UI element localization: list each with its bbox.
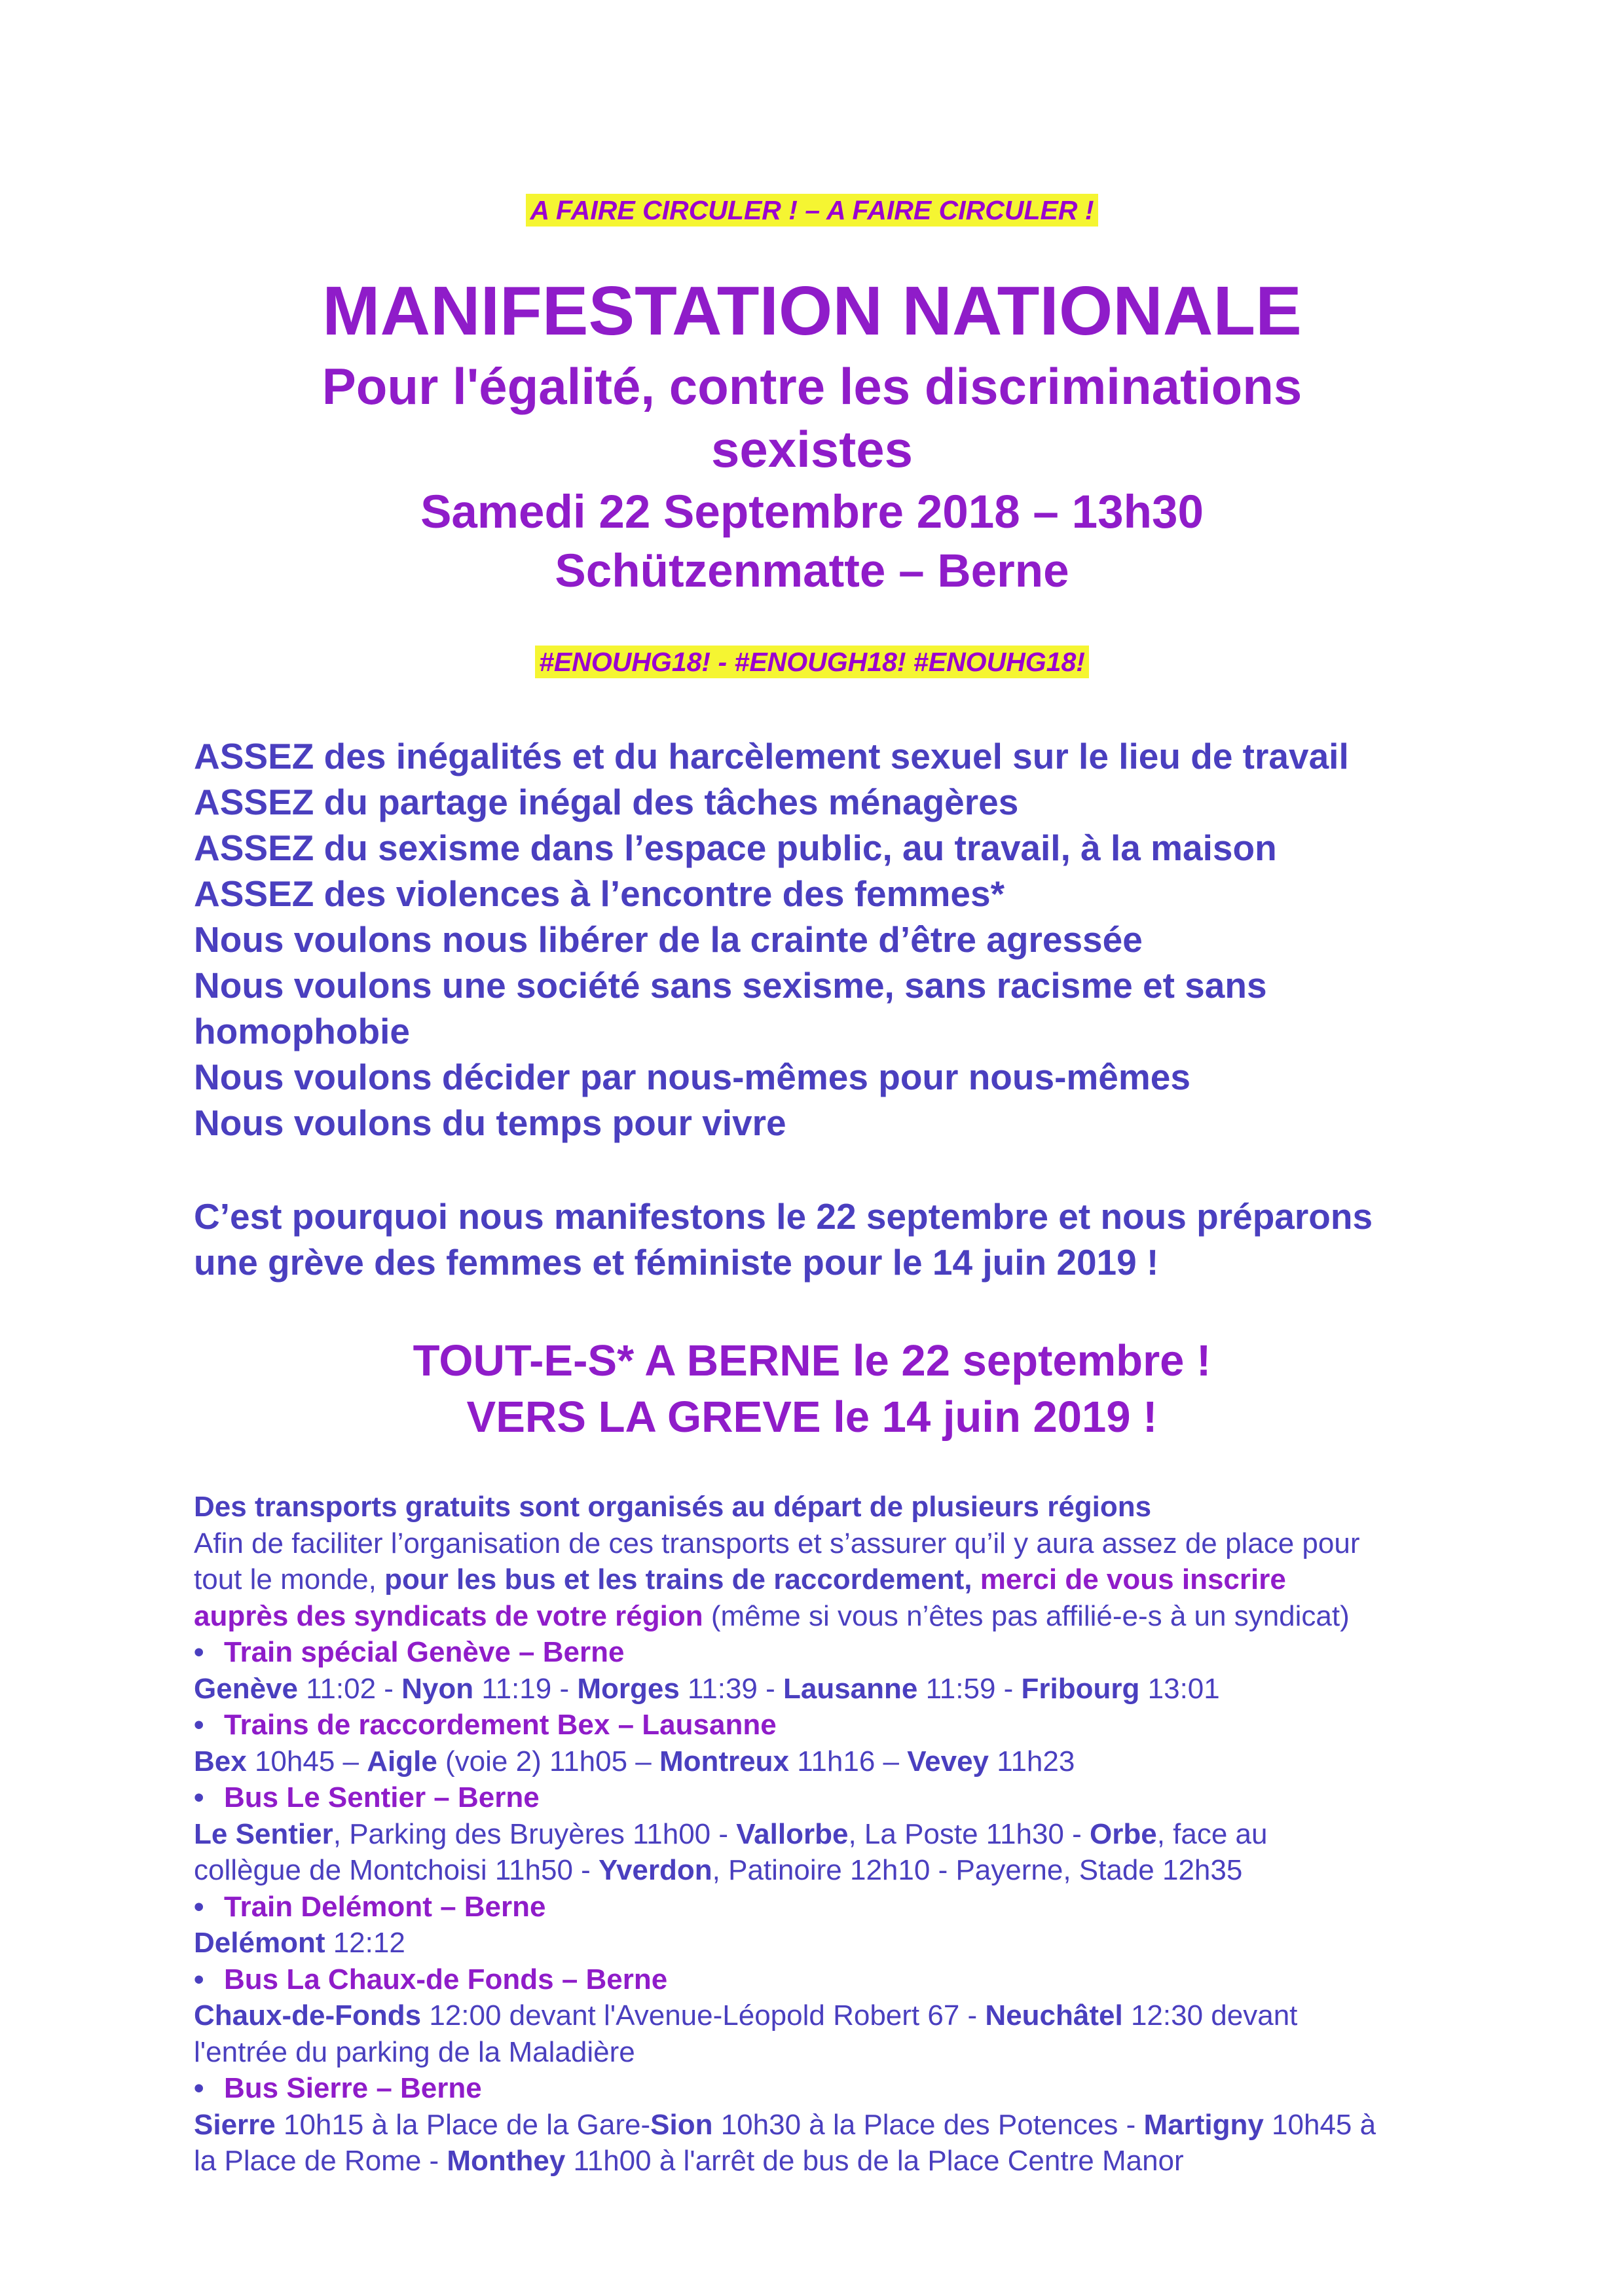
stop-name: Delémont [194, 1927, 325, 1959]
route-stops [194, 1671, 1477, 1707]
stop-detail: 11:39 - [679, 1672, 783, 1705]
route-stops [194, 1852, 1477, 1889]
stop-name: Morges [577, 1672, 680, 1705]
transport-heading: Des transports gratuits sont organisés au départ de plusieurs régions [194, 1491, 1152, 1523]
demand-line: Nous voulons une société sans sexisme, sans racisme et sans [194, 965, 1267, 1006]
route-title-text: Trains de raccordement Bex – Lausanne [224, 1709, 777, 1741]
stop-detail: , Patinoire 12h10 - Payerne, Stade 12h35 [712, 1854, 1243, 1886]
stop-name: Le Sentier [194, 1817, 333, 1850]
route-title-text: Bus La Chaux-de Fonds – Berne [224, 1963, 668, 1995]
transport-section [194, 1489, 1477, 2179]
demand-line: Nous voulons décider par nous-mêmes pour nous-mêmes [194, 1057, 1190, 1097]
call-line-2: VERS LA GREVE le 14 juin 2019 ! [466, 1393, 1158, 1442]
route-stops [194, 1743, 1477, 1780]
stop-name: Orbe [1090, 1817, 1157, 1850]
demand-line: Nous voulons nous libérer de la crainte d’être agressée [194, 919, 1143, 960]
intro-register-note: merci de vous inscrire [972, 1563, 1286, 1595]
stop-name: Chaux-de-Fonds [194, 1999, 422, 2032]
intro-text: tout le monde, [194, 1563, 385, 1595]
call-line-1: TOUT-E-S* A BERNE le 22 septembre ! [413, 1336, 1211, 1385]
bullet-icon: • [194, 1963, 204, 1995]
stop-name: Sierre [194, 2108, 276, 2141]
stop-name: Fribourg [1021, 1672, 1140, 1705]
route-stops [194, 1925, 1477, 1961]
bullet-icon: • [194, 1636, 204, 1668]
stop-name: Aigle [367, 1745, 437, 1777]
route-title [194, 1707, 1477, 1743]
bullet-icon: • [194, 2072, 204, 2104]
transport-intro-line-2 [194, 1561, 1477, 1598]
subtitle-line-1: Pour l'égalité, contre les discriminations [322, 357, 1302, 415]
stop-detail: 10h45 – [246, 1745, 367, 1777]
stop-detail: 12:12 [325, 1927, 405, 1959]
route-title-text: Train spécial Genève – Berne [224, 1636, 625, 1668]
demand-line: Nous voulons du temps pour vivre [194, 1102, 786, 1143]
intro-text: (même si vous n’êtes pas affilié-e-s à un syndicat) [703, 1599, 1350, 1632]
stop-detail: 11h00 à l'arrêt de bus de la Place Centre Manor [565, 2145, 1184, 2177]
demand-line: homophobie [194, 1011, 410, 1051]
stop-name: Nyon [401, 1672, 474, 1705]
banner-text: A FAIRE CIRCULER ! – A FAIRE CIRCULER ! [526, 194, 1098, 227]
bullet-icon: • [194, 1781, 204, 1813]
stop-name: Montreux [659, 1745, 789, 1777]
stop-detail: 11:59 - [917, 1672, 1022, 1705]
route-stops [194, 2143, 1477, 2179]
stop-detail: 12:00 devant l'Avenue-Léopold Robert 67 - [421, 1999, 986, 2032]
hashtags: #ENOUHG18! - #ENOUGH18! #ENOUHG18! [535, 646, 1089, 678]
demand-line: ASSEZ du sexisme dans l’espace public, au travail, à la maison [194, 828, 1277, 868]
stop-detail: 10h30 à la Place des Potences - [712, 2108, 1144, 2141]
stop-detail: l'entrée du parking de la Maladière [194, 2035, 635, 2068]
intro-register-note: auprès des syndicats de votre région [194, 1599, 703, 1632]
hashtag-line [0, 647, 1624, 678]
stop-detail: 11:02 - [297, 1672, 402, 1705]
stop-name: Vallorbe [736, 1817, 849, 1850]
route-title-text: Bus Sierre – Berne [224, 2072, 482, 2104]
conclusion-line: une grève des femmes et féministe pour le 14 juin 2019 ! [194, 1242, 1159, 1283]
subtitle-line-2: sexistes [711, 420, 913, 478]
event-date: Samedi 22 Septembre 2018 – 13h30 [420, 486, 1204, 538]
stop-name: Lausanne [783, 1672, 918, 1705]
stop-detail: , face au [1156, 1817, 1268, 1850]
stop-name: Monthey [447, 2145, 566, 2177]
transport-intro-line-3 [194, 1598, 1477, 1635]
stop-detail: 10h15 à la Place de la Gare- [275, 2108, 651, 2141]
stop-detail: (voie 2) 11h05 – [437, 1745, 659, 1777]
transport-intro-line-1: Afin de faciliter l’organisation de ces transports et s’assurer qu’il y aura assez de place pour [194, 1527, 1360, 1559]
stop-detail: , Parking des Bruyères 11h00 - [333, 1817, 737, 1850]
stop-detail: 11:19 - [473, 1672, 578, 1705]
stop-name: Genève [194, 1672, 298, 1705]
route-stops [194, 2107, 1477, 2143]
stop-detail: 10h45 à [1263, 2108, 1376, 2141]
stop-detail: 11h23 [989, 1745, 1075, 1777]
stop-detail: 11h16 – [788, 1745, 908, 1777]
demand-line: ASSEZ du partage inégal des tâches ménagères [194, 782, 1019, 822]
stop-detail: la Place de Rome - [194, 2145, 447, 2177]
stop-name: Sion [650, 2108, 713, 2141]
page-title: MANIFESTATION NATIONALE [322, 272, 1302, 350]
demands-list [194, 733, 1477, 1146]
route-title [194, 1779, 1477, 1816]
route-title-text: Train Delémont – Berne [224, 1890, 546, 1923]
conclusion-paragraph [194, 1194, 1477, 1285]
stop-name: Neuchâtel [985, 1999, 1123, 2032]
route-title [194, 1889, 1477, 1925]
stop-detail: 12:30 devant [1122, 1999, 1298, 2032]
route-stops [194, 1997, 1477, 2034]
route-title [194, 1634, 1477, 1671]
route-title [194, 1961, 1477, 1998]
demand-line: ASSEZ des violences à l’encontre des femmes* [194, 873, 1005, 914]
route-title-text: Bus Le Sentier – Berne [224, 1781, 540, 1813]
stop-detail: 13:01 [1139, 1672, 1220, 1705]
demand-line: ASSEZ des inégalités et du harcèlement sexuel sur le lieu de travail [194, 736, 1349, 776]
stop-name: Yverdon [599, 1854, 712, 1886]
intro-emphasis: pour les bus et les trains de raccordement, [384, 1563, 972, 1595]
transport-routes [194, 1634, 1477, 2179]
route-stops [194, 2034, 1477, 2071]
banner-line [0, 195, 1624, 226]
stop-name: Martigny [1143, 2108, 1264, 2141]
route-title [194, 2070, 1477, 2107]
stop-detail: , La Poste 11h30 - [848, 1817, 1090, 1850]
event-place: Schützenmatte – Berne [555, 545, 1069, 597]
stop-name: Vevey [907, 1745, 989, 1777]
stop-detail: collègue de Montchoisi 11h50 - [194, 1854, 599, 1886]
route-stops [194, 1816, 1477, 1853]
bullet-icon: • [194, 1709, 204, 1741]
stop-name: Bex [194, 1745, 247, 1777]
conclusion-line: C’est pourquoi nous manifestons le 22 septembre et nous préparons [194, 1196, 1373, 1237]
bullet-icon: • [194, 1890, 204, 1923]
